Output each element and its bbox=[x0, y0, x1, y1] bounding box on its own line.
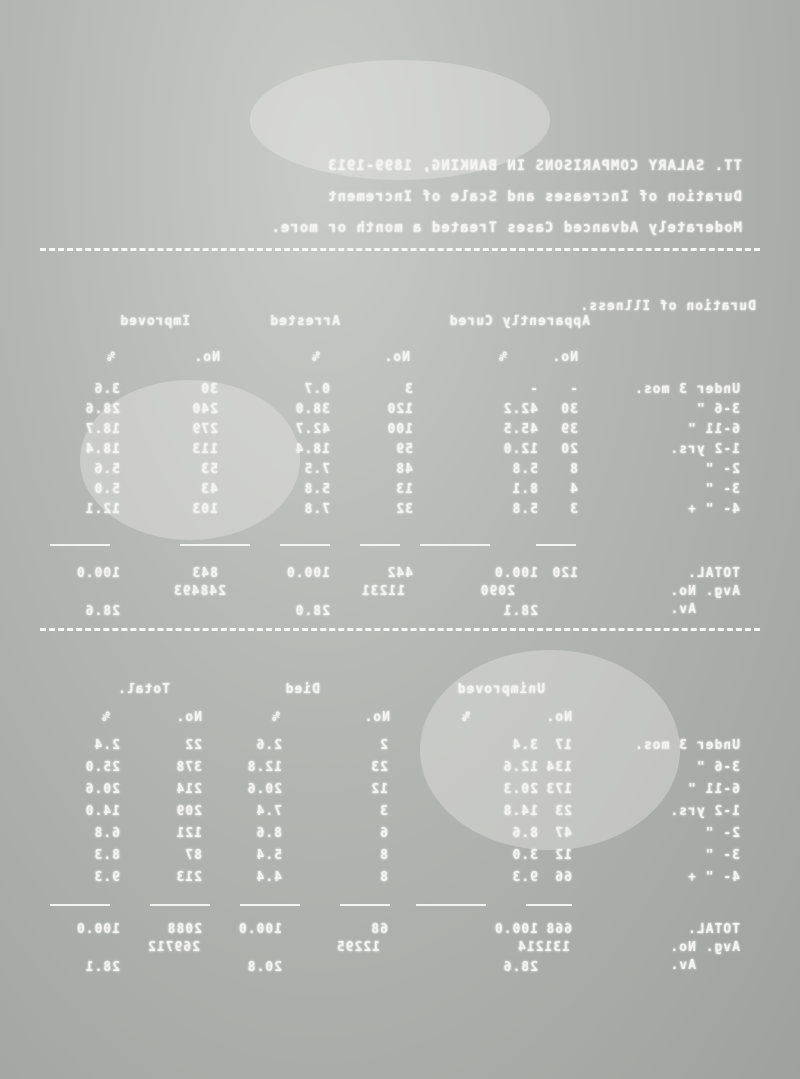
section1-cell: 5.6 bbox=[93, 462, 120, 477]
section1-cell: 8 bbox=[569, 462, 578, 477]
section2-cell: 378 bbox=[175, 760, 202, 775]
section1-cell: 18.7 bbox=[84, 422, 120, 437]
section2-cell: 20.6 bbox=[246, 782, 282, 797]
s2-sub-5: No. bbox=[175, 710, 202, 725]
section1-total-cell: 442 bbox=[386, 566, 413, 581]
section1-cell: 43 bbox=[200, 482, 218, 497]
s2-avg-label2: Av. bbox=[669, 958, 696, 973]
section1-avg-cell: 28.0 bbox=[294, 604, 330, 619]
s1-avg-label: Avg. No. bbox=[669, 584, 740, 599]
section2-cell: 8.6 bbox=[255, 826, 282, 841]
section1-avg-cell: 28.1 bbox=[502, 604, 538, 619]
s2-rule-6 bbox=[50, 904, 110, 906]
section1-cell: 18.4 bbox=[84, 442, 120, 457]
section1-row-label: 3-6 " bbox=[695, 402, 740, 417]
section1-cell: 30 bbox=[560, 402, 578, 417]
s1-rule-6 bbox=[50, 544, 110, 546]
section1-total-cell: 100.0 bbox=[493, 566, 538, 581]
section1-total-cell: 843 bbox=[191, 566, 218, 581]
section2-cell: 14.8 bbox=[502, 804, 538, 819]
section2-cell: 22 bbox=[184, 738, 202, 753]
s1-head-improved: Improved bbox=[119, 314, 190, 329]
s1-sub-2: % bbox=[498, 350, 507, 365]
s2-sub-3: No. bbox=[363, 710, 390, 725]
s1-rule-1 bbox=[536, 544, 576, 546]
section2-extra-cell: 12295 bbox=[335, 940, 380, 955]
section1-cell: 100 bbox=[386, 422, 413, 437]
s2-rule-3 bbox=[340, 904, 390, 906]
s2-head-total: Total. bbox=[117, 682, 170, 697]
section2-cell: 134 bbox=[545, 760, 572, 775]
section2-extra-cell: 131214 bbox=[517, 940, 570, 955]
section2-row-label: 2- " bbox=[704, 826, 740, 841]
section1-cell: 3 bbox=[404, 382, 413, 397]
section2-cell: 4.4 bbox=[255, 870, 282, 885]
s2-rule-4 bbox=[240, 904, 300, 906]
section1-cell: 42.2 bbox=[502, 402, 538, 417]
section1-cell: 32 bbox=[395, 502, 413, 517]
title-line-1: TT. SALARY COMPARISONS IN BANKING, 1899-1913 bbox=[327, 158, 742, 174]
section1-cell: 5.8 bbox=[303, 482, 330, 497]
section2-cell: 14.0 bbox=[84, 804, 120, 819]
section2-cell: 12.8 bbox=[246, 760, 282, 775]
section2-row-label: 6-11 " bbox=[687, 782, 740, 797]
section2-cell: 3.0 bbox=[511, 848, 538, 863]
section2-cell: 7.4 bbox=[255, 804, 282, 819]
section2-cell: 8.6 bbox=[511, 826, 538, 841]
s1-rule-4 bbox=[280, 544, 330, 546]
section1-cell: - bbox=[569, 382, 578, 397]
section1-cell: 7.8 bbox=[303, 502, 330, 517]
section2-total-cell: 668 bbox=[545, 922, 572, 937]
section2-cell: 25.0 bbox=[84, 760, 120, 775]
section2-cell: 2.4 bbox=[93, 738, 120, 753]
section1-cell: 3 bbox=[569, 502, 578, 517]
section2-cell: 5.4 bbox=[255, 848, 282, 863]
section1-cell: 240 bbox=[191, 402, 218, 417]
section2-cell: 8 bbox=[379, 870, 388, 885]
section2-total-cell: 68 bbox=[370, 922, 388, 937]
s2-rule-5 bbox=[150, 904, 210, 906]
s1-sub-5: No. bbox=[193, 350, 220, 365]
section2-row-label: 3-6 " bbox=[695, 760, 740, 775]
section1-total-cell: 100.0 bbox=[285, 566, 330, 581]
section1-cell: 8.1 bbox=[511, 482, 538, 497]
section1-avg-cell: 28.6 bbox=[84, 604, 120, 619]
section2-total-cell: 100.0 bbox=[75, 922, 120, 937]
section2-cell: 9.3 bbox=[511, 870, 538, 885]
s2-sub-4: % bbox=[271, 710, 280, 725]
section1-row-label: Under 3 mos. bbox=[634, 382, 740, 397]
section2-cell: 121 bbox=[175, 826, 202, 841]
section1-extra-cell: 11231 bbox=[360, 584, 405, 599]
s1-rule-2 bbox=[420, 544, 490, 546]
section1-cell: 59 bbox=[395, 442, 413, 457]
section1-total-cell: 100.0 bbox=[75, 566, 120, 581]
section2-total-cell: 2088 bbox=[166, 922, 202, 937]
section1-cell: 5.0 bbox=[93, 482, 120, 497]
s2-rule-1 bbox=[526, 904, 572, 906]
section2-cell: 23 bbox=[554, 804, 572, 819]
s2-total-label: TOTAL. bbox=[687, 922, 740, 937]
section1-cell: 12.0 bbox=[502, 442, 538, 457]
s1-rule-5 bbox=[180, 544, 250, 546]
section2-row-label: 3- " bbox=[704, 848, 740, 863]
section1-cell: 38.0 bbox=[294, 402, 330, 417]
section1-row-label: 6-11 " bbox=[687, 422, 740, 437]
section2-cell: 47 bbox=[554, 826, 572, 841]
section1-cell: 18.4 bbox=[294, 442, 330, 457]
s2-rule-2 bbox=[416, 904, 486, 906]
s1-rule-3 bbox=[360, 544, 400, 546]
s1-sub-1: No. bbox=[551, 350, 578, 365]
section2-cell: 17 bbox=[554, 738, 572, 753]
section1-cell: 45.5 bbox=[502, 422, 538, 437]
section1-cell: 39 bbox=[560, 422, 578, 437]
s2-avg-label: Avg. No. bbox=[669, 940, 740, 955]
section2-cell: 20.3 bbox=[502, 782, 538, 797]
section2-cell: 173 bbox=[545, 782, 572, 797]
section1-cell: 3.6 bbox=[93, 382, 120, 397]
section2-cell: 12 bbox=[554, 848, 572, 863]
section2-row-label: Under 3 mos. bbox=[634, 738, 740, 753]
section1-cell: 48 bbox=[395, 462, 413, 477]
section2-cell: 213 bbox=[175, 870, 202, 885]
section1-row-label: 4- " + bbox=[687, 502, 740, 517]
title-line-2: Duration of Increases and Scale of Increment bbox=[327, 189, 742, 205]
section1-extra-cell: 248493 bbox=[173, 584, 226, 599]
section2-avg-cell: 20.8 bbox=[246, 960, 282, 975]
s1-sub-4: % bbox=[311, 350, 320, 365]
section1-cell: 13 bbox=[395, 482, 413, 497]
section1-cell: 30 bbox=[200, 382, 218, 397]
section2-cell: 20.6 bbox=[84, 782, 120, 797]
s1-head-duration: Duration of Illness. bbox=[579, 299, 756, 314]
s1-head-arrested: Arrested bbox=[269, 314, 340, 329]
section2-total-cell: 100.0 bbox=[493, 922, 538, 937]
section1-cell: 5.8 bbox=[511, 502, 538, 517]
section1-cell: 28.6 bbox=[84, 402, 120, 417]
section2-cell: 12 bbox=[370, 782, 388, 797]
section2-cell: 66 bbox=[554, 870, 572, 885]
s2-head-died: Died bbox=[284, 682, 320, 697]
section1-cell: 4 bbox=[569, 482, 578, 497]
section2-cell: 2.6 bbox=[255, 738, 282, 753]
section1-cell: 53 bbox=[200, 462, 218, 477]
section1-row-label: 3- " bbox=[704, 482, 740, 497]
section2-cell: 6.8 bbox=[93, 826, 120, 841]
section2-cell: 3 bbox=[379, 804, 388, 819]
section2-row-label: 1-2 yrs. bbox=[669, 804, 740, 819]
s2-sub-2: % bbox=[461, 710, 470, 725]
section2-extra-cell: 269712 bbox=[147, 940, 200, 955]
section1-cell: - bbox=[529, 382, 538, 397]
section1-cell: 7.5 bbox=[303, 462, 330, 477]
s1-total-label: TOTAL. bbox=[687, 566, 740, 581]
divider-middle bbox=[40, 628, 760, 631]
s1-sub-6: % bbox=[106, 350, 115, 365]
section1-cell: 279 bbox=[191, 422, 218, 437]
section2-total-cell: 100.0 bbox=[237, 922, 282, 937]
s1-head-cured: Apparently Cured bbox=[448, 314, 590, 329]
section1-total-cell: 120 bbox=[551, 566, 578, 581]
section1-row-label: 1-2 yrs. bbox=[669, 442, 740, 457]
section1-cell: 113 bbox=[191, 442, 218, 457]
section2-cell: 209 bbox=[175, 804, 202, 819]
section1-cell: 103 bbox=[191, 502, 218, 517]
section2-cell: 12.6 bbox=[502, 760, 538, 775]
s2-sub-6: % bbox=[101, 710, 110, 725]
section2-cell: 23 bbox=[370, 760, 388, 775]
section1-cell: 0.7 bbox=[303, 382, 330, 397]
s2-sub-1: No. bbox=[545, 710, 572, 725]
section1-extra-cell: 2090 bbox=[479, 584, 515, 599]
s2-head-unimproved: Unimproved bbox=[456, 682, 545, 697]
section1-cell: 20 bbox=[560, 442, 578, 457]
section1-cell: 120 bbox=[386, 402, 413, 417]
section2-cell: 8 bbox=[379, 848, 388, 863]
section2-avg-cell: 28.1 bbox=[84, 960, 120, 975]
title-line-3: Moderately Advanced Cases Treated a month or more. bbox=[270, 220, 742, 236]
section2-cell: 2 bbox=[379, 738, 388, 753]
divider-top bbox=[40, 248, 760, 251]
section1-row-label: 2- " bbox=[704, 462, 740, 477]
section2-avg-cell: 28.6 bbox=[502, 960, 538, 975]
section2-cell: 9.3 bbox=[93, 870, 120, 885]
section2-cell: 3.4 bbox=[511, 738, 538, 753]
section2-cell: 214 bbox=[175, 782, 202, 797]
section1-cell: 42.7 bbox=[294, 422, 330, 437]
section2-row-label: 4- " + bbox=[687, 870, 740, 885]
section1-cell: 5.8 bbox=[511, 462, 538, 477]
s1-avg-label2: Av. bbox=[669, 602, 696, 617]
section2-cell: 87 bbox=[184, 848, 202, 863]
section1-cell: 12.1 bbox=[84, 502, 120, 517]
section2-cell: 8.3 bbox=[93, 848, 120, 863]
s1-sub-3: No. bbox=[383, 350, 410, 365]
section2-cell: 6 bbox=[379, 826, 388, 841]
